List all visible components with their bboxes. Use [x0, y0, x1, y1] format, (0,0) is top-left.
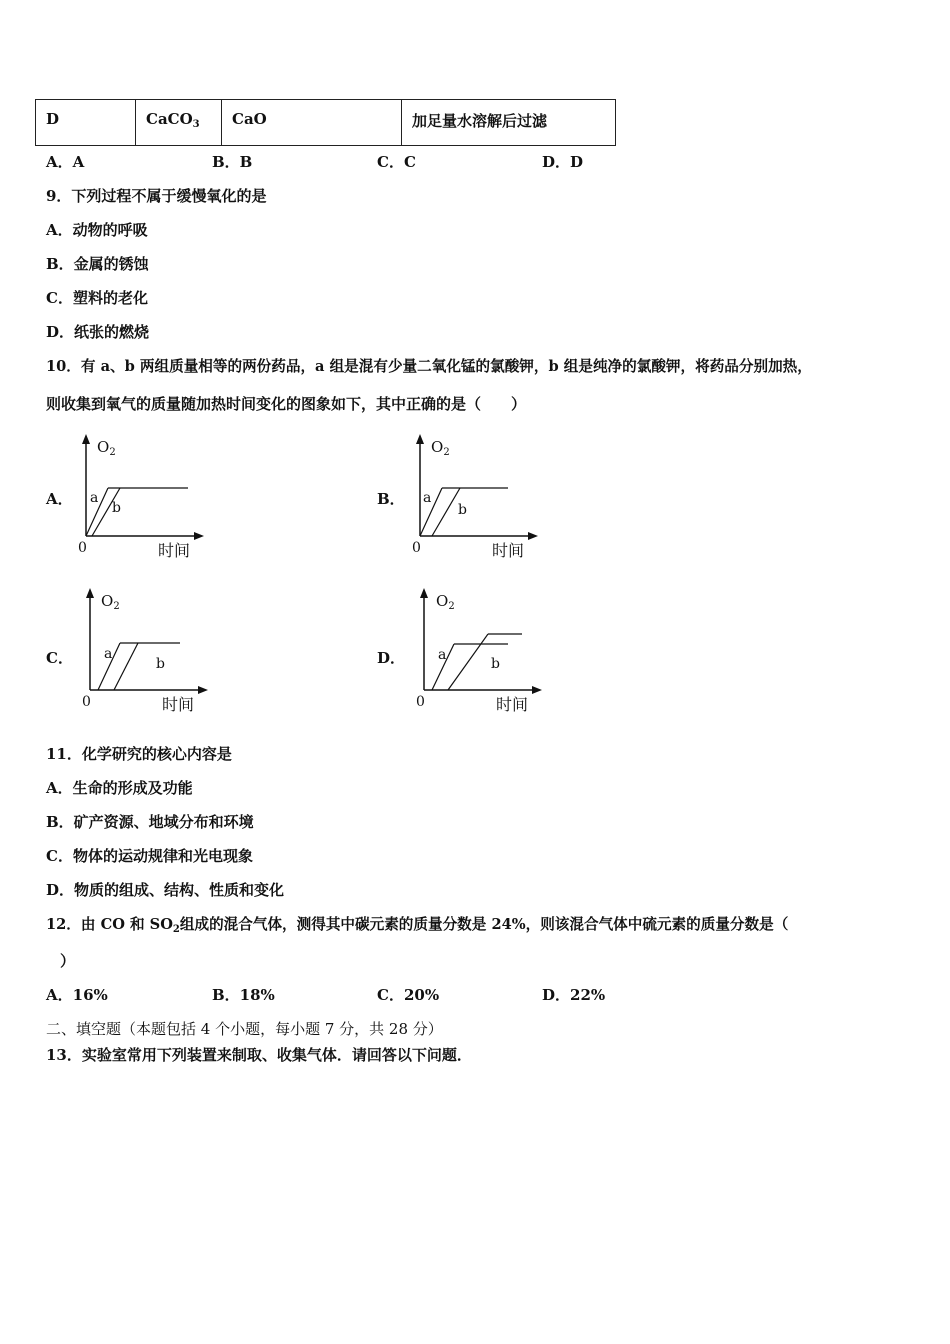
- table-cell-option: D: [36, 100, 136, 146]
- y-axis-label: [436, 592, 455, 612]
- q10-stem-line2: 则收集到氧气的质量随加热时间变化的图象如下，其中正确的是（ ）: [46, 395, 527, 413]
- y-axis-label: [101, 592, 120, 612]
- graph-c: [74, 586, 224, 718]
- q12-stem-sub: 2: [172, 924, 180, 935]
- origin-label: 0: [78, 540, 87, 556]
- y-label-sub: 2: [443, 447, 450, 458]
- q8-option-d: D．D: [542, 153, 584, 171]
- q9-option-c: C．塑料的老化: [46, 289, 148, 307]
- y-axis-label: [431, 438, 450, 458]
- line-b: [448, 634, 488, 690]
- q12-option-b: B．18%: [212, 986, 275, 1004]
- y-label-sub: 2: [109, 447, 116, 458]
- q10-option-b-label: B．: [377, 490, 405, 508]
- origin-label: 0: [82, 694, 91, 710]
- x-axis-label: 时间: [162, 695, 195, 714]
- line-a-label: a: [438, 647, 447, 663]
- x-axis-arrow: [528, 532, 538, 540]
- q11-option-d: D．物质的组成、结构、性质和变化: [46, 881, 285, 899]
- x-axis-label: 时间: [496, 695, 529, 714]
- line-a-label: a: [104, 646, 113, 662]
- origin-label: 0: [412, 540, 421, 556]
- q10-option-d-label: D．: [377, 649, 406, 667]
- y-axis-arrow: [416, 434, 424, 444]
- section-heading: 二、填空题（本题包括 4 个小题，每小题 7 分，共 28 分）: [46, 1020, 443, 1038]
- y-label-base: O: [436, 592, 449, 610]
- graph-a: [70, 432, 220, 564]
- line-b: [114, 643, 138, 690]
- x-axis-arrow: [532, 686, 542, 694]
- q9-option-a: A．动物的呼吸: [46, 221, 148, 239]
- q12-stem-part1: 12．由 CO 和 SO: [46, 916, 173, 933]
- q11-option-c: C．物体的运动规律和光电现象: [46, 847, 253, 865]
- line-b-label: b: [112, 500, 121, 516]
- y-axis-arrow: [420, 588, 428, 598]
- y-label-base: O: [97, 438, 110, 456]
- graph-b: [404, 432, 554, 564]
- y-axis-arrow: [82, 434, 90, 444]
- x-axis-label: 时间: [492, 541, 525, 560]
- q10-option-a-label: A．: [46, 490, 73, 508]
- q12-option-d: D．22%: [542, 986, 606, 1004]
- q10-stem-line1: 10．有 a、b 两组质量相等的两份药品，a 组是混有少量二氧化锰的氯酸钾，b 组是纯净的氯酸钾，将药品分别加热，: [46, 358, 812, 375]
- line-b-label: b: [491, 656, 500, 672]
- q12-option-a: A．16%: [46, 986, 108, 1004]
- line-b: [432, 488, 460, 536]
- q11-stem: 11．化学研究的核心内容是: [46, 745, 232, 763]
- cell-formula-sub: 3: [192, 119, 200, 130]
- q11-option-b: B．矿产资源、地域分布和环境: [46, 813, 254, 831]
- line-b-label: b: [156, 656, 165, 672]
- table-cell-substance: [136, 100, 222, 146]
- x-axis-label: 时间: [158, 541, 191, 560]
- y-axis-label: [97, 438, 116, 458]
- q9-option-d: D．纸张的燃烧: [46, 323, 150, 341]
- x-axis-arrow: [198, 686, 208, 694]
- table-cell-method: 加足量水溶解后过滤: [402, 100, 616, 146]
- q9-stem: 9．下列过程不属于缓慢氧化的是: [46, 187, 267, 205]
- line-b-label: b: [458, 502, 467, 518]
- cell-formula-base: CaCO: [146, 110, 193, 128]
- table-row: [36, 100, 616, 146]
- table-cell-impurity: CaO: [222, 100, 402, 146]
- q9-option-b: B．金属的锈蚀: [46, 255, 149, 273]
- y-label-base: O: [431, 438, 444, 456]
- q11-option-a: A．生命的形成及功能: [46, 779, 193, 797]
- y-label-sub: 2: [113, 601, 120, 612]
- line-a-label: a: [90, 490, 99, 506]
- y-label-sub: 2: [448, 601, 455, 612]
- origin-label: 0: [416, 694, 425, 710]
- y-axis-arrow: [86, 588, 94, 598]
- q10-option-c-label: C．: [46, 649, 73, 667]
- q12-stem-line2: ）: [60, 952, 76, 970]
- q8-option-b: B．B: [212, 153, 253, 171]
- q8-option-a: A．A: [46, 153, 85, 171]
- q12-option-c: C．20%: [377, 986, 440, 1004]
- q12-stem-line1: [46, 913, 788, 935]
- line-a-label: a: [423, 490, 432, 506]
- y-label-base: O: [101, 592, 114, 610]
- q12-stem-part2: 组成的混合气体，测得其中碳元素的质量分数是 24%，则该混合气体中硫元素的质量分数是（: [179, 916, 789, 933]
- q8-option-c: C．C: [377, 153, 416, 171]
- q8-table: [35, 99, 616, 146]
- x-axis-arrow: [194, 532, 204, 540]
- graph-d: [408, 586, 558, 718]
- q13-stem: 13．实验室常用下列装置来制取、收集气体．请回答以下问题．: [46, 1046, 472, 1064]
